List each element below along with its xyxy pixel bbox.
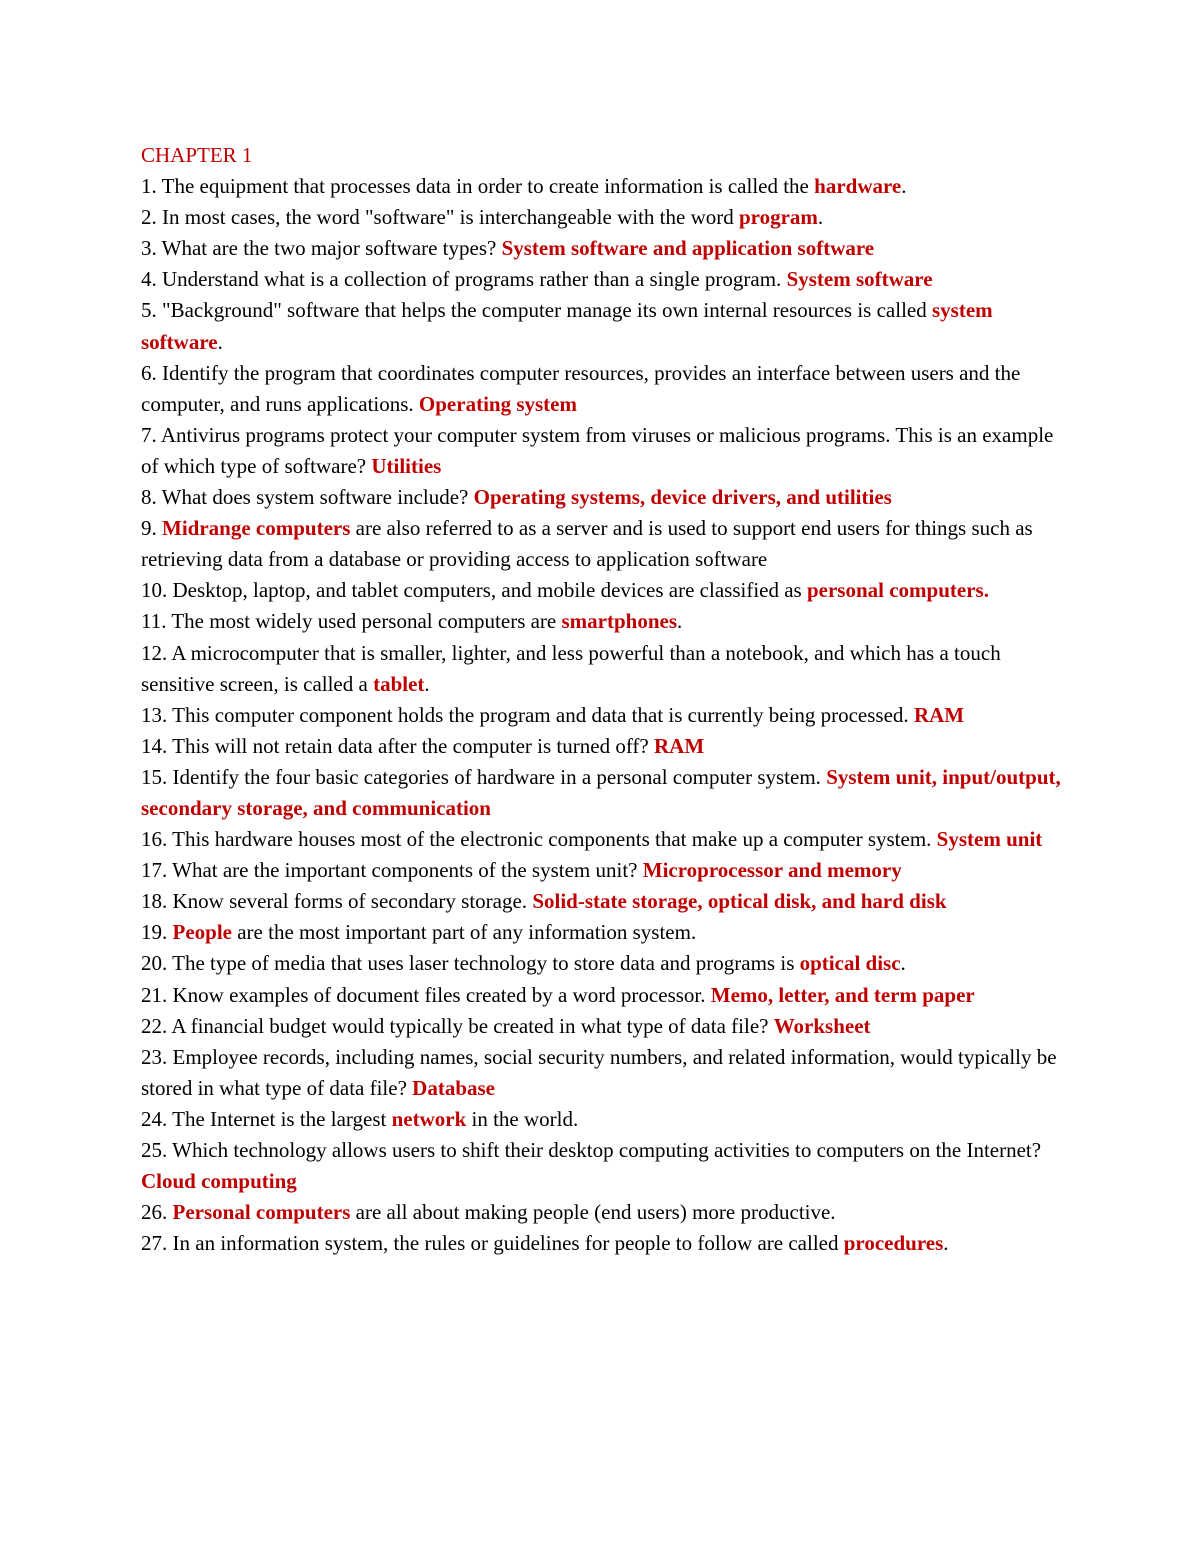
question-item [141, 886, 1071, 917]
question-text: . [943, 1231, 949, 1256]
question-text: Know examples of document files created by a word processor. [172, 982, 711, 1007]
answer-text: network [391, 1106, 467, 1131]
question-item [141, 638, 1071, 700]
question-number: 14. [141, 733, 168, 758]
question-item [141, 824, 1071, 855]
question-number: 27. [141, 1231, 168, 1256]
question-text: A financial budget would typically be created in what type of data file? [171, 1013, 774, 1038]
answer-text: System unit [936, 827, 1043, 852]
answer-text: tablet [373, 671, 425, 696]
question-number: 20. [141, 951, 168, 976]
question-item [141, 917, 1071, 948]
question-text: . [900, 951, 906, 976]
question-text: In an information system, the rules or guidelines for people to follow are called [172, 1231, 844, 1256]
question-item [141, 575, 1071, 606]
answer-text: procedures [843, 1231, 944, 1256]
question-text: in the world. [466, 1106, 579, 1131]
question-text: . [217, 329, 223, 354]
question-text: Identify the program that coordinates computer resources, provides an interface between users and the computer, and runs applications. [141, 360, 1021, 416]
question-text: Understand what is a collection of programs rather than a single program. [162, 267, 787, 292]
answer-text: Database [412, 1075, 495, 1100]
question-text: This computer component holds the program and data that is currently being processed. [172, 702, 914, 727]
question-number: 26. [141, 1200, 168, 1225]
question-number: 13. [141, 702, 168, 727]
question-text: The most widely used personal computers are [171, 609, 562, 634]
question-number: 5. [141, 298, 157, 323]
answer-text: smartphones [561, 609, 678, 634]
answer-text: Utilities [371, 453, 442, 478]
question-number: 4. [141, 267, 157, 292]
question-item [141, 420, 1071, 482]
question-text: In most cases, the word "software" is interchangeable with the word [162, 205, 739, 230]
answer-text: Microprocessor and memory [642, 858, 902, 883]
question-text: Antivirus programs protect your computer system from viruses or malicious programs. This is an example of which type of software? [141, 422, 1054, 478]
question-item [141, 700, 1071, 731]
question-item [141, 202, 1071, 233]
chapter-title: CHAPTER 1 [141, 143, 253, 167]
question-text: Know several forms of secondary storage. [172, 889, 533, 914]
question-list [141, 171, 1071, 1259]
question-text: Desktop, laptop, and tablet computers, and mobile devices are classified as [172, 578, 807, 603]
question-item [141, 980, 1071, 1011]
question-item [141, 295, 1071, 357]
answer-text: System software and application software [501, 236, 875, 261]
question-item [141, 1104, 1071, 1135]
question-number: 23. [141, 1044, 168, 1069]
question-number: 21. [141, 982, 168, 1007]
answer-text: hardware [814, 174, 902, 199]
question-text: A microcomputer that is smaller, lighter, and less powerful than a notebook, and which has a touch sensitive screen, is called a [141, 640, 1001, 696]
answer-text: program [738, 205, 818, 230]
question-number: 17. [141, 858, 168, 883]
question-text: Identify the four basic categories of hardware in a personal computer system. [172, 764, 827, 789]
question-item [141, 1011, 1071, 1042]
question-number: 1. [141, 174, 157, 199]
question-number: 16. [141, 827, 168, 852]
question-item [141, 171, 1071, 202]
question-number: 15. [141, 764, 168, 789]
answer-text: Cloud computing [141, 1169, 297, 1194]
question-number: 6. [141, 360, 157, 385]
answer-text: optical disc [799, 951, 901, 976]
question-number: 9. [141, 516, 157, 541]
question-text: Which technology allows users to shift their desktop computing activities to computers on the Internet? [172, 1138, 1042, 1162]
question-number: 19. [141, 920, 168, 945]
answer-text: Solid-state storage, optical disk, and hard disk [532, 889, 947, 914]
question-text: "Background" software that helps the computer manage its own internal resources is called [162, 298, 932, 323]
question-item [141, 482, 1071, 513]
question-item [141, 948, 1071, 979]
question-text: Employee records, including names, social security numbers, and related information, would typically be stored in what type of data file? [141, 1044, 1057, 1100]
question-number: 3. [141, 236, 157, 261]
question-number: 24. [141, 1106, 168, 1131]
question-item [141, 606, 1071, 637]
question-text: . [817, 205, 824, 230]
question-number: 8. [141, 485, 157, 510]
question-text: The type of media that uses laser technology to store data and programs is [172, 951, 800, 976]
answer-text: system software [141, 298, 993, 354]
question-number: 25. [141, 1138, 168, 1162]
question-number: 12. [141, 640, 168, 665]
question-item [141, 264, 1071, 295]
answer-text: Operating systems, device drivers, and utilities [473, 485, 892, 510]
question-text: are all about making people (end users) more productive. [350, 1200, 836, 1225]
question-item [141, 513, 1071, 575]
question-item [141, 1197, 1071, 1228]
answer-text: Midrange computers [162, 516, 351, 541]
question-item [141, 855, 1071, 886]
question-number: 7. [141, 422, 157, 447]
question-item [141, 1228, 1071, 1259]
question-text: . [677, 609, 683, 634]
question-item [141, 731, 1071, 762]
document-page [141, 140, 1071, 1259]
answer-text: People [172, 920, 232, 945]
answer-text: Memo, letter, and term paper [710, 982, 975, 1007]
question-text: are the most important part of any information system. [231, 920, 697, 945]
question-item [141, 1042, 1071, 1104]
question-number: 18. [141, 889, 168, 914]
answer-text: RAM [654, 733, 705, 758]
question-text: The equipment that processes data in order to create information is called the [161, 174, 815, 199]
question-text: What are the two major software types? [161, 236, 502, 261]
answer-text: Operating system [418, 391, 577, 416]
question-item [141, 762, 1071, 824]
question-text: What are the important components of the system unit? [172, 858, 643, 883]
question-number: 2. [141, 205, 157, 230]
answer-text: Worksheet [773, 1013, 871, 1038]
question-item [141, 1135, 1071, 1197]
answer-text: Personal computers [172, 1200, 351, 1225]
answer-text: System software [786, 267, 933, 292]
answer-text: personal computers. [806, 578, 989, 603]
answer-text: System unit, input/output, secondary storage, and communication [141, 764, 1061, 820]
question-text: This will not retain data after the computer is turned off? [172, 733, 654, 758]
question-text: The Internet is the largest [172, 1106, 392, 1131]
question-text: . [424, 671, 430, 696]
question-text: This hardware houses most of the electronic components that make up a computer system. [172, 827, 937, 852]
question-number: 22. [141, 1013, 168, 1038]
question-number: 10. [141, 578, 168, 603]
question-item [141, 233, 1071, 264]
question-text: are also referred to as a server and is used to support end users for things such as retrieving data from a database or providing access to application software [141, 516, 1033, 572]
question-text: What does system software include? [161, 485, 474, 510]
answer-text: RAM [913, 702, 965, 727]
question-item [141, 358, 1071, 420]
question-number: 11. [141, 609, 167, 634]
question-text: . [901, 174, 907, 199]
